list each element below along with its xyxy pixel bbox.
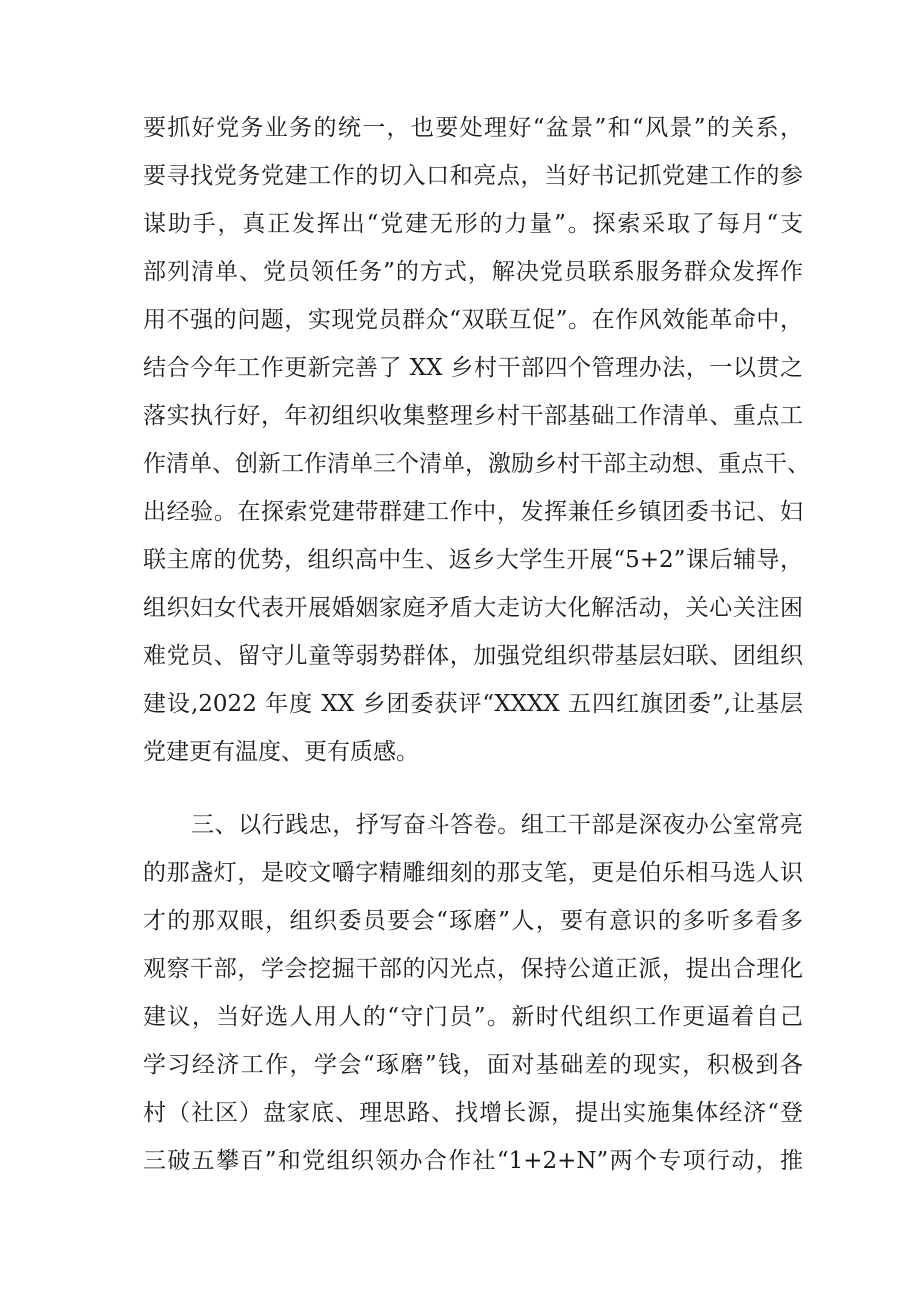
text-line: 难党员、留守儿童等弱势群体，加强党组织带基层妇联、团组织: [143, 643, 803, 669]
text-line: 学习经济工作，学会“琢磨”钱，面对基础差的现实，积极到各: [143, 1052, 803, 1078]
text-line: 三破五攀百”和党组织领办合作社“1+2+N”两个专项行动，推: [143, 1148, 803, 1174]
text-line: 部列清单、党员领任务”的方式，解决党员联系服务群众发挥作: [143, 259, 803, 285]
text-line: 才的那双眼，组织委员要会“琢磨”人，要有意识的多听多看多: [143, 908, 803, 934]
text-line: 落实执行好，年初组织收集整理乡村干部基础工作清单、重点工: [143, 403, 803, 429]
text-line: 要抓好党务业务的统一，也要处理好“盆景”和“风景”的关系，: [143, 115, 803, 141]
text-line: 的那盏灯，是咬文嚼字精雕细刻的那支笔，更是伯乐相马选人识: [143, 860, 803, 886]
text-line: 用不强的问题，实现党员群众“双联互促”。在作风效能革命中，: [143, 307, 803, 333]
text-line: 作清单、创新工作清单三个清单，激励乡村干部主动想、重点干、: [143, 451, 810, 477]
text-line: 要寻找党务党建工作的切入口和亮点，当好书记抓党建工作的参: [143, 163, 803, 189]
text-line: 结合今年工作更新完善了 XX 乡村干部四个管理办法，一以贯之: [143, 355, 803, 381]
text-line: 观察干部，学会挖掘干部的闪光点，保持公道正派，提出合理化: [143, 956, 803, 982]
text-line: 三、以行践忠，抒写奋斗答卷。组工干部是深夜办公室常亮: [191, 812, 803, 838]
text-line: 谋助手，真正发挥出“党建无形的力量”。探索采取了每月“支: [143, 211, 803, 237]
text-line: 建设,2022 年度 XX 乡团委获评“XXXX 五四红旗团委”,让基层: [143, 691, 803, 717]
text-line: 建议，当好选人用人的“守门员”。新时代组织工作更逼着自己: [143, 1004, 803, 1030]
text-line: 联主席的优势，组织高中生、返乡大学生开展“5+2”课后辅导，: [143, 547, 803, 573]
text-line: 出经验。在探索党建带群建工作中，发挥兼任乡镇团委书记、妇: [143, 499, 803, 525]
text-line: 党建更有温度、更有质感。: [143, 739, 419, 765]
text-line: 村（社区）盘家底、理思路、找增长源，提出实施集体经济“登: [143, 1100, 803, 1126]
text-line: 组织妇女代表开展婚姻家庭矛盾大走访大化解活动，关心关注困: [143, 595, 803, 621]
